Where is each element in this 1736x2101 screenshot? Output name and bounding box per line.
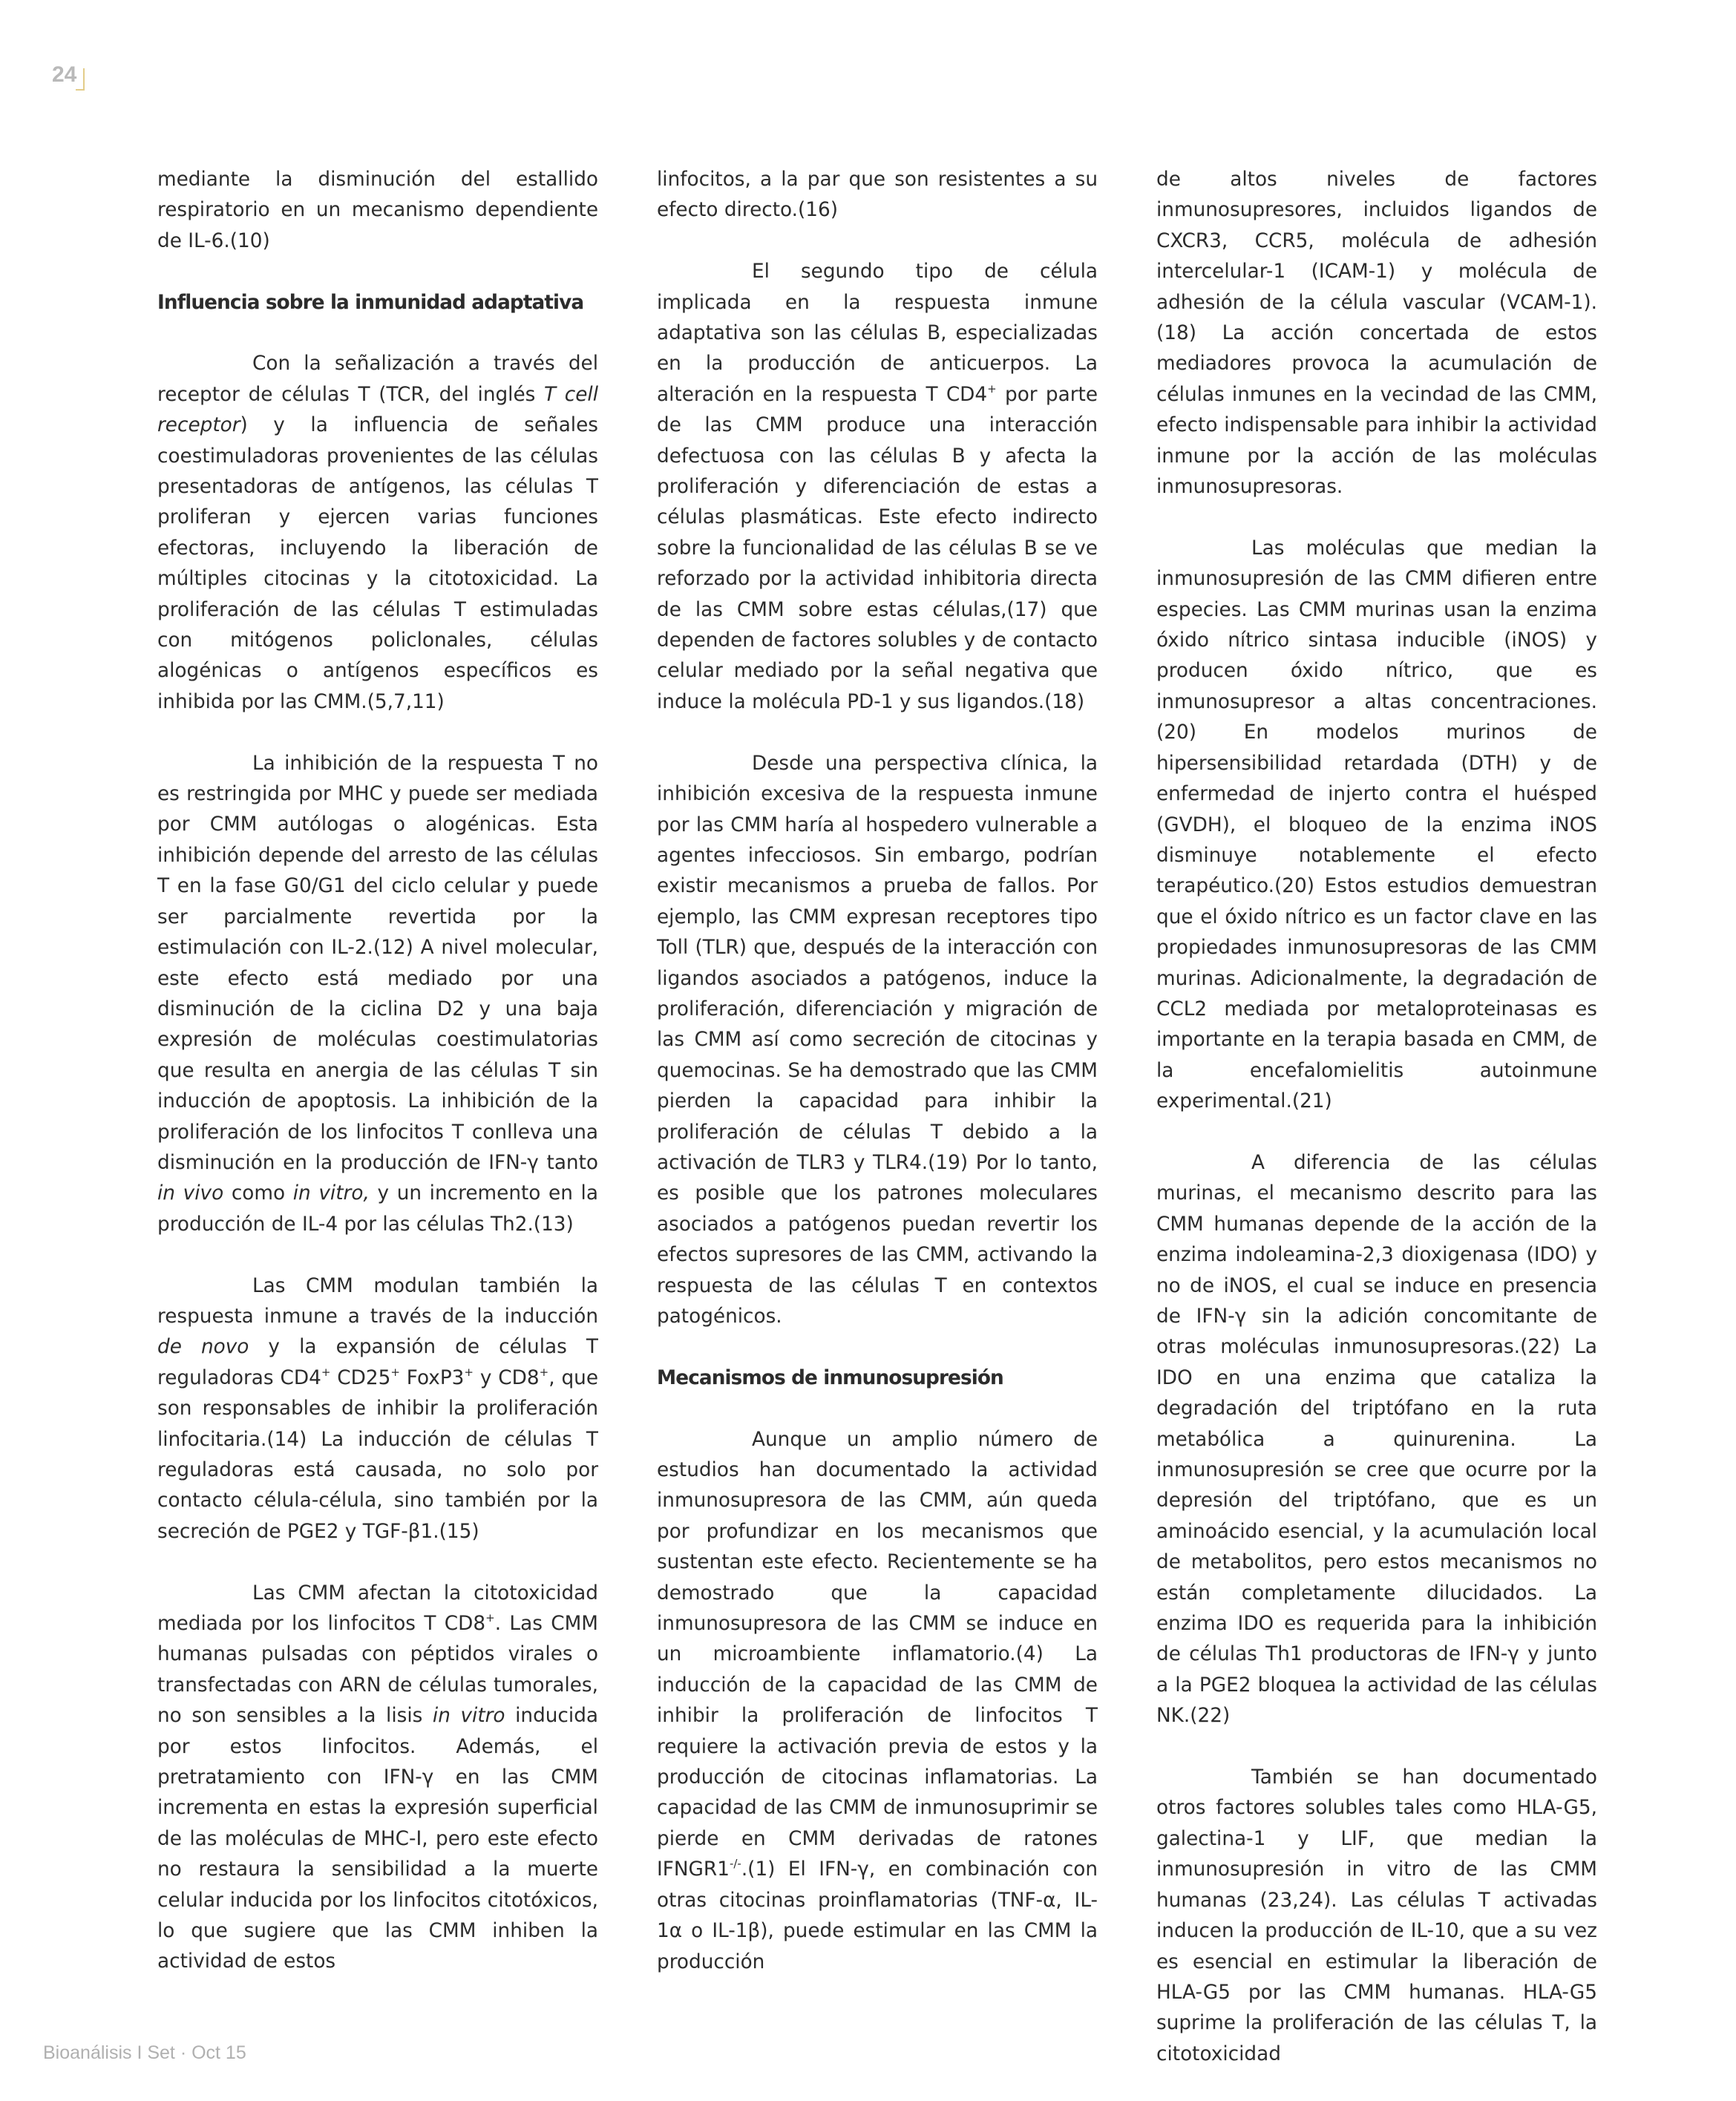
- text-column-1: [157, 165, 598, 2008]
- paragraph: Las moléculas que median la inmunosupresión de las CMM difieren entre especies. Las CMM murinas usan la enzima óxido nítrico sintasa inducible (iNOS) y producen óxido nítrico, que es inmunosupresor a altas concentraciones.(20) En modelos murinos de hipersensibilidad retardada (DTH) y de enfermedad de injerto contra el huésped (GVDH), el bloqueo de la enzima iNOS disminuye notablemente el efecto terapéutico.(20) Estos estudios demuestran que el óxido nítrico es un factor clave en las propiedades inmunosupresoras de las CMM murinas. Adicionalmente, la degradación de CCL2 mediada por metaloproteinasas es importante en la terapia basada en CMM, de la encefalomielitis autoinmune experimental.(21): [1156, 537, 1597, 1113]
- page-footer: Bioanálisis I Set · Oct 15: [43, 2042, 246, 2063]
- paragraph: La inhibición de la respuesta T no es restringida por MHC y puede ser mediada por CMM autólogas o alogénicas. Esta inhibición depende del arresto de las células T en la fase G0/G1 del ciclo celular y puede ser parcialmente revertida por la estimulación con IL-2.(12) A nivel molecular, este efecto está mediado por una disminución de la ciclina D2 y una baja expresión de moléculas coestimulatorias que resulta en anergia de las células T sin inducción de apoptosis. La inhibición de la proliferación de los linfocitos T conlleva una disminución en la producción de IFN-γ tanto in vivo como in vitro, y un incremento en la producción de IL-4 por las células Th2.(13): [157, 752, 598, 1236]
- page-number: 24: [52, 62, 77, 87]
- paragraph: También se han documentado otros factores solubles tales como HLA-G5, galectina-1 y LIF, que median la inmunosupresión in vitro de las CMM humanas (23,24). Las células T activadas inducen la producción de IL-10, que a su vez es esencial en estimular la liberación de HLA-G5 por las CMM humanas. HLA-G5 suprime la proliferación de las células T, la citotoxicidad: [1156, 1766, 1597, 2065]
- paragraph: Desde una perspectiva clínica, la inhibición excesiva de la respuesta inmune por las CMM haría al hospedero vulnerable a agentes infecciosos. Sin embargo, podrían existir mecanismos a prueba de fallos. Por ejemplo, las CMM expresan receptores tipo Toll (TLR) que, después de la interacción con ligandos asociados a patógenos, induce la proliferación, diferenciación y migración de las CMM así como secreción de citocinas y quemocinas. Se ha demostrado que las CMM pierden la capacidad para inhibir la proliferación de células T debido a la activación de TLR3 y TLR4.(19) Por lo tanto, es posible que los patrones moleculares asociados a patógenos puedan revertir los efectos supresores de las CMM, activando la respuesta de las células T en contextos patogénicos.: [657, 752, 1098, 1328]
- paragraph: Con la señalización a través del receptor de células T (TCR, del inglés T cell receptor) y la influencia de señales coestimuladoras provenientes de las células presentadoras de antígenos, las células T proliferan y ejercen varias funciones efectoras, incluyendo la liberación de múltiples citocinas y la citotoxicidad. La proliferación de las células T estimuladas con mitógenos policlonales, células alogénicas o antígenos específicos es inhibida por las CMM.(5,7,11): [157, 353, 599, 713]
- paragraph: Aunque un amplio número de estudios han documentado la actividad inmunosupresora de las CMM, aún queda por profundizar en los mecanismos que sustentan este efecto. Recientemente se ha demostrado que la capacidad inmunosupresora de las CMM se induce en un microambiente inflamatorio.(4) La inducción de la capacidad de las CMM de inhibir la proliferación de linfocitos T requiere la activación previa de estos y la producción de citocinas inflamatorias. La capacidad de las CMM de inmunosuprimir se pierde en CMM derivadas de ratones IFNGR1-/-.(1) El IFN-γ, en combinación con otras citocinas proinflamatorias (TNF-α, IL-1α o IL-1β), puede estimular en las CMM la producción: [657, 1428, 1098, 1973]
- paragraph: mediante la disminución del estallido respiratorio en un mecanismo dependiente de IL-6.(10): [157, 168, 598, 252]
- text-column-3: [1156, 165, 1597, 2101]
- section-heading: Mecanismos de inmunosupresión: [657, 1366, 1003, 1389]
- paragraph: Las CMM modulan también la respuesta inmune a través de la inducción de novo y la expansión de células T reguladoras CD4+ CD25+ FoxP3+ y CD8+, que son responsables de inhibir la proliferación linfocitaria.(14) La inducción de células T reguladoras está causada, no solo por contacto célula-célula, sino también por la secreción de PGE2 y TGF-β1.(15): [157, 1274, 599, 1543]
- text-column-2: [657, 165, 1098, 2008]
- section-heading: Influencia sobre la inmunidad adaptativa: [157, 291, 584, 314]
- paragraph: Las CMM afectan la citotoxicidad mediada por los linfocitos T CD8+. Las CMM humanas pulsadas con péptidos virales o transfectadas con ARN de células tumorales, no son sensibles a la lisis in vitro inducida por estos linfocitos. Además, el pretratamiento con IFN-γ en las CMM incrementa en estas la expresión superficial de las moléculas de MHC-I, pero este efecto no restaura la sensibilidad a la muerte celular inducida por los linfocitos citotóxicos, lo que sugiere que las CMM inhiben la actividad de estos: [157, 1582, 599, 1973]
- paragraph: A diferencia de las células murinas, el mecanismo descrito para las CMM humanas depende de la acción de la enzima indoleamina-2,3 dioxigenasa (IDO) y no de iNOS, el cual se induce en presencia de IFN-γ sin la adición concomitante de otras moléculas inmunosupresoras.(22) La IDO en una enzima que cataliza la degradación del triptófano en la ruta metabólica a quinurenina. La inmunosupresión se cree que ocurre por la depresión del triptófano, que es un aminoácido esencial, y la acumulación local de metabolitos, pero estos mecanismos no están completamente dilucidados. La enzima IDO es requerida para la inhibición de células Th1 productoras de IFN-γ y junto a la PGE2 bloquea la actividad de las células NK.(22): [1156, 1151, 1597, 1728]
- page-number-ornament: [76, 68, 85, 91]
- paragraph: de altos niveles de factores inmunosupresores, incluidos ligandos de CXCR3, CCR5, molécula de adhesión intercelular-1 (ICAM-1) y molécula de adhesión de la célula vascular (VCAM-1). (18) La acción concertada de estos mediadores provoca la acumulación de células inmunes en la vecindad de las CMM, efecto indispensable para inhibir la actividad inmune por la acción de las moléculas inmunosupresoras.: [1156, 168, 1597, 499]
- paragraph: El segundo tipo de célula implicada en la respuesta inmune adaptativa son las células B, especializadas en la producción de anticuerpos. La alteración en la respuesta T CD4+ por parte de las CMM produce una interacción defectuosa con las células B y afecta la proliferación y diferenciación de estas a células plasmáticas. Este efecto indirecto sobre la funcionalidad de las células B se ve reforzado por la actividad inhibitoria directa de las CMM sobre estas células,(17) que dependen de factores solubles y de contacto celular mediado por la señal negativa que induce la molécula PD-1 y sus ligandos.(18): [657, 260, 1098, 713]
- paragraph: linfocitos, a la par que son resistentes a su efecto directo.(16): [657, 168, 1098, 222]
